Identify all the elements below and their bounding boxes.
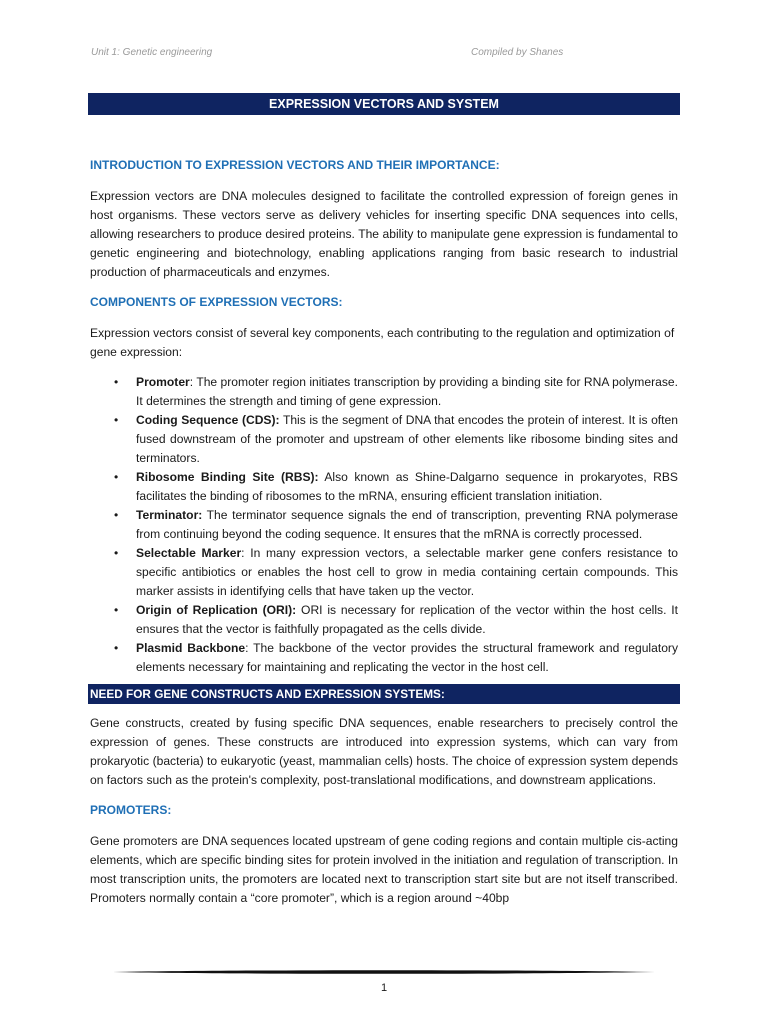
need-paragraph: Gene constructs, created by fusing specific DNA sequences, enable researchers to precisely control the expression of genes. These constructs are introduced into expression systems, which can vary from prokaryotic (bacteria) to eukaryotic (yeast, mammalian cells) hosts. The choice of expression system depends on factors such as the protein's complexity, post-translational modifications, and downstream applications. [90, 716, 678, 787]
components-heading: COMPONENTS OF EXPRESSION VECTORS: [90, 295, 343, 309]
bullet-icon: • [114, 641, 119, 655]
promoters-paragraph: Gene promoters are DNA sequences located upstream of gene coding regions and contain multiple cis-acting elements, which are specific binding sites for protein involved in the initiation and regulation of transcription. In most transcription units, the promoters are located next to transcription start site but are not itself transcribed. Promoters normally contain a “core promoter”, which is a region around ~40bp [90, 834, 678, 905]
promoters-heading: PROMOTERS: [90, 803, 172, 817]
bullet-icon: • [114, 470, 119, 484]
page-header [91, 47, 678, 61]
bullet-icon: • [114, 546, 119, 560]
list-item: • Coding Sequence (CDS): This is the segment of DNA that encodes the protein of interest. It is often fused downstream of the promoter and upstream of other elements like ribosome binding sites and terminators. [114, 413, 678, 465]
header-unit: Unit 1: Genetic engineering [91, 47, 213, 58]
intro-paragraph: Expression vectors are DNA molecules designed to facilitate the controlled expression of foreign genes in host organisms. These vectors serve as delivery vehicles for inserting specific DNA sequences into cells, allowing researchers to produce desired proteins. The ability to manipulate gene expression is fundamental to genetic engineering and biotechnology, enabling applications ranging from basic research to industrial production of pharmaceuticals and enzymes. [90, 189, 678, 279]
list-item: • Origin of Replication (ORI): ORI is necessary for replication of the vector within the host cells. It ensures that the vector is faithfully propagated as the cells divide. [114, 603, 678, 636]
intro-heading: INTRODUCTION TO EXPRESSION VECTORS AND THEIR IMPORTANCE: [90, 158, 500, 172]
document-body [90, 156, 678, 919]
components-intro: Expression vectors consist of several key components, each contributing to the regulation and optimization of gene expression: [90, 326, 675, 359]
list-item: • Terminator: The terminator sequence signals the end of transcription, preventing RNA polymerase from continuing beyond the coding sequence. It ensures that the mRNA is correctly processed. [114, 508, 678, 541]
page-number: 1 [380, 982, 388, 994]
list-item: • Ribosome Binding Site (RBS): Also known as Shine-Dalgarno sequence in prokaryotes, RBS facilitates the binding of ribosomes to the mRNA, ensuring efficient translation initiation. [114, 470, 678, 503]
document-title: EXPRESSION VECTORS AND SYSTEM [88, 93, 680, 115]
bullet-icon: • [114, 508, 119, 522]
list-item: • Plasmid Backbone: The backbone of the vector provides the structural framework and regulatory elements necessary for maintaining and replicating the vector in the host cell. [114, 641, 678, 674]
bullet-icon: • [114, 603, 119, 617]
bullet-icon: • [114, 413, 119, 427]
components-list [90, 373, 678, 677]
list-item: • Promoter: The promoter region initiates transcription by providing a binding site for RNA polymerase. It determines the strength and timing of gene expression. [114, 375, 678, 408]
bullet-icon: • [114, 375, 119, 389]
footer-divider [113, 968, 655, 976]
header-author: Compiled by Shanes [471, 47, 564, 58]
list-item: • Selectable Marker: In many expression vectors, a selectable marker gene confers resistance to specific antibiotics or enables the host cell to grow in media containing certain compounds. This marker assists in identifying cells that have taken up the vector. [114, 546, 678, 598]
need-heading: NEED FOR GENE CONSTRUCTS AND EXPRESSION SYSTEMS: [88, 684, 680, 704]
